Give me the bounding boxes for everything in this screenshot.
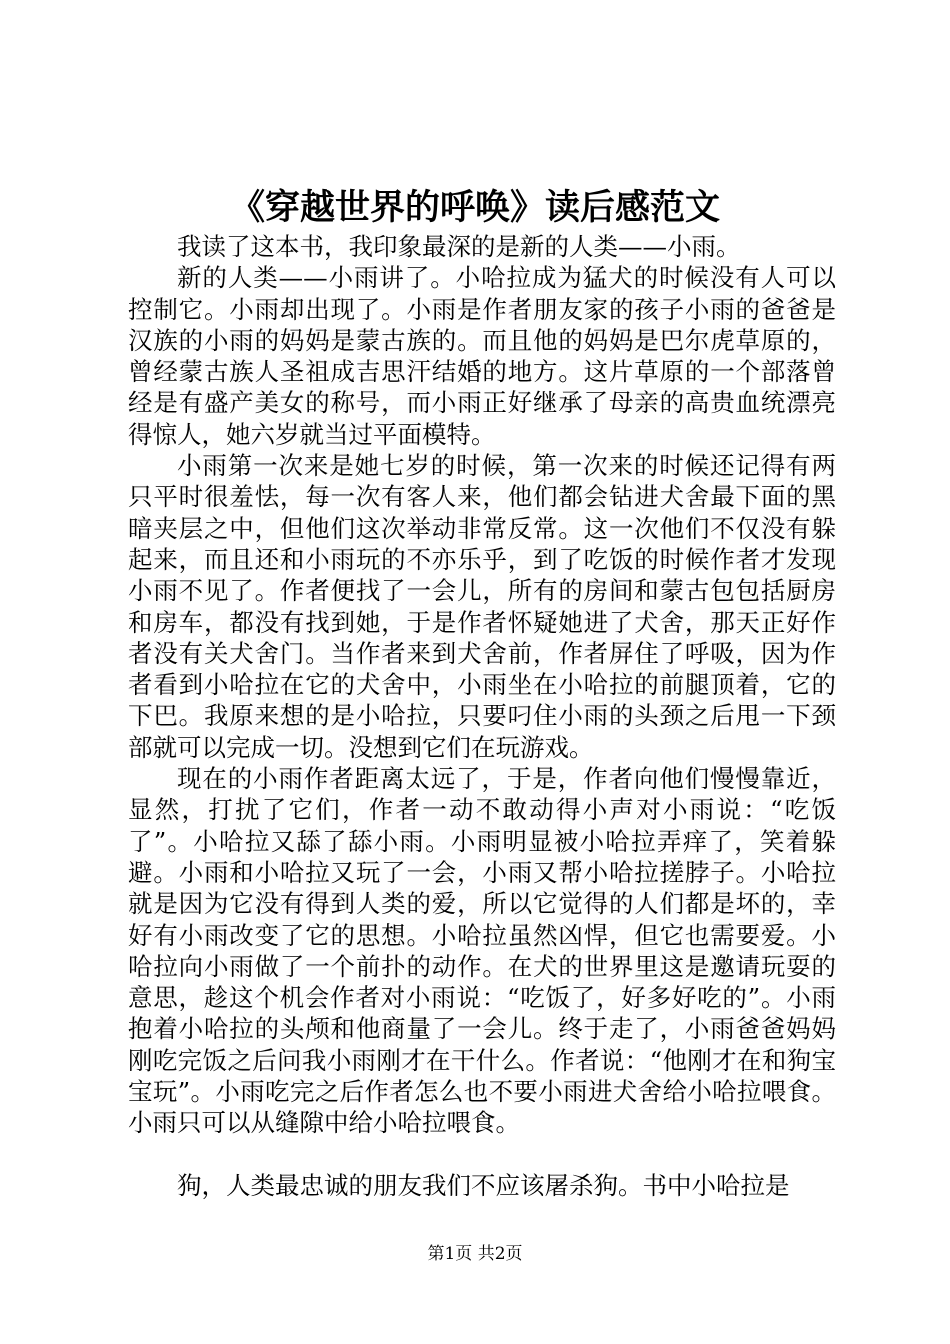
paragraph-4: 现在的小雨作者距离太远了，于是，作者向他们慢慢靠近，显然，打扰了它们，作者一动不敢动得小声对小雨说：“吃饭了”。小哈拉又舔了舔小雨。小雨明显被小哈拉弄痒了，笑着躲避。小雨和小哈拉又玩了一会，小雨又帮小哈拉搓脖子。小哈拉就是因为它没有得到人类的爱，所以它觉得的人们都是坏的，幸好有小雨改变了它的思想。小哈拉虽然凶悍，但它也需要爱。小哈拉向小雨做了一个前扑的动作。在犬的世界里这是邀请玩耍的意思，趁这个机会作者对小雨说：“吃饭了，好多好吃的”。小雨抱着小哈拉的头颅和他商量了一会儿。终于走了，小雨爸爸妈妈刚吃完饭之后问我小雨刚才在干什么。作者说：“他刚才在和狗宝宝玩”。小雨吃完之后作者怎么也不要小雨进犬舍给小哈拉喂食。小雨只可以从缝隙中给小哈拉喂食。 [128,764,836,1138]
document-title: 《穿越世界的呼唤》读后感范文 [229,187,720,228]
paragraph-5: 狗，人类最忠诚的朋友我们不应该屠杀狗。书中小哈拉是 [177,1170,790,1200]
document-body [128,231,836,1201]
paragraph-1: 我读了这本书，我印象最深的是新的人类——小雨。 [177,232,741,261]
paragraph-2: 新的人类——小雨讲了。小哈拉成为猛犬的时候没有人可以控制它。小雨却出现了。小雨是作者朋友家的孩子小雨的爸爸是汉族的小雨的妈妈是蒙古族的。而且他的妈妈是巴尔虎草原的，曾经蒙古族人圣祖成吉思汗结婚的地方。这片草原的一个部落曾经是有盛产美女的称号，而小雨正好继承了母亲的高贵血统漂亮得惊人，她六岁就当过平面模特。 [128,263,836,449]
page-footer: 第1页 共2页 [427,1244,523,1264]
paragraph-3: 小雨第一次来是她七岁的时候，第一次来的时候还记得有两只平时很羞怯，每一次有客人来，他们都会钻进犬舍最下面的黑暗夹层之中，但他们这次举动非常反常。这一次他们不仅没有躲起来，而且还和小雨玩的不亦乐乎，到了吃饭的时候作者才发现小雨不见了。作者便找了一会儿，所有的房间和蒙古包包括厨房和房车，都没有找到她，于是作者怀疑她进了犬舍，那天正好作者没有关犬舍门。当作者来到犬舍前，作者屏住了呼吸，因为作者看到小哈拉在它的犬舍中，小雨坐在小哈拉的前腿顶着，它的下巴。我原来想的是小哈拉，只要叼住小雨的头颈之后甩一下颈部就可以完成一切。没想到它们在玩游戏。 [128,451,836,762]
paragraph-spacer [128,1139,836,1170]
